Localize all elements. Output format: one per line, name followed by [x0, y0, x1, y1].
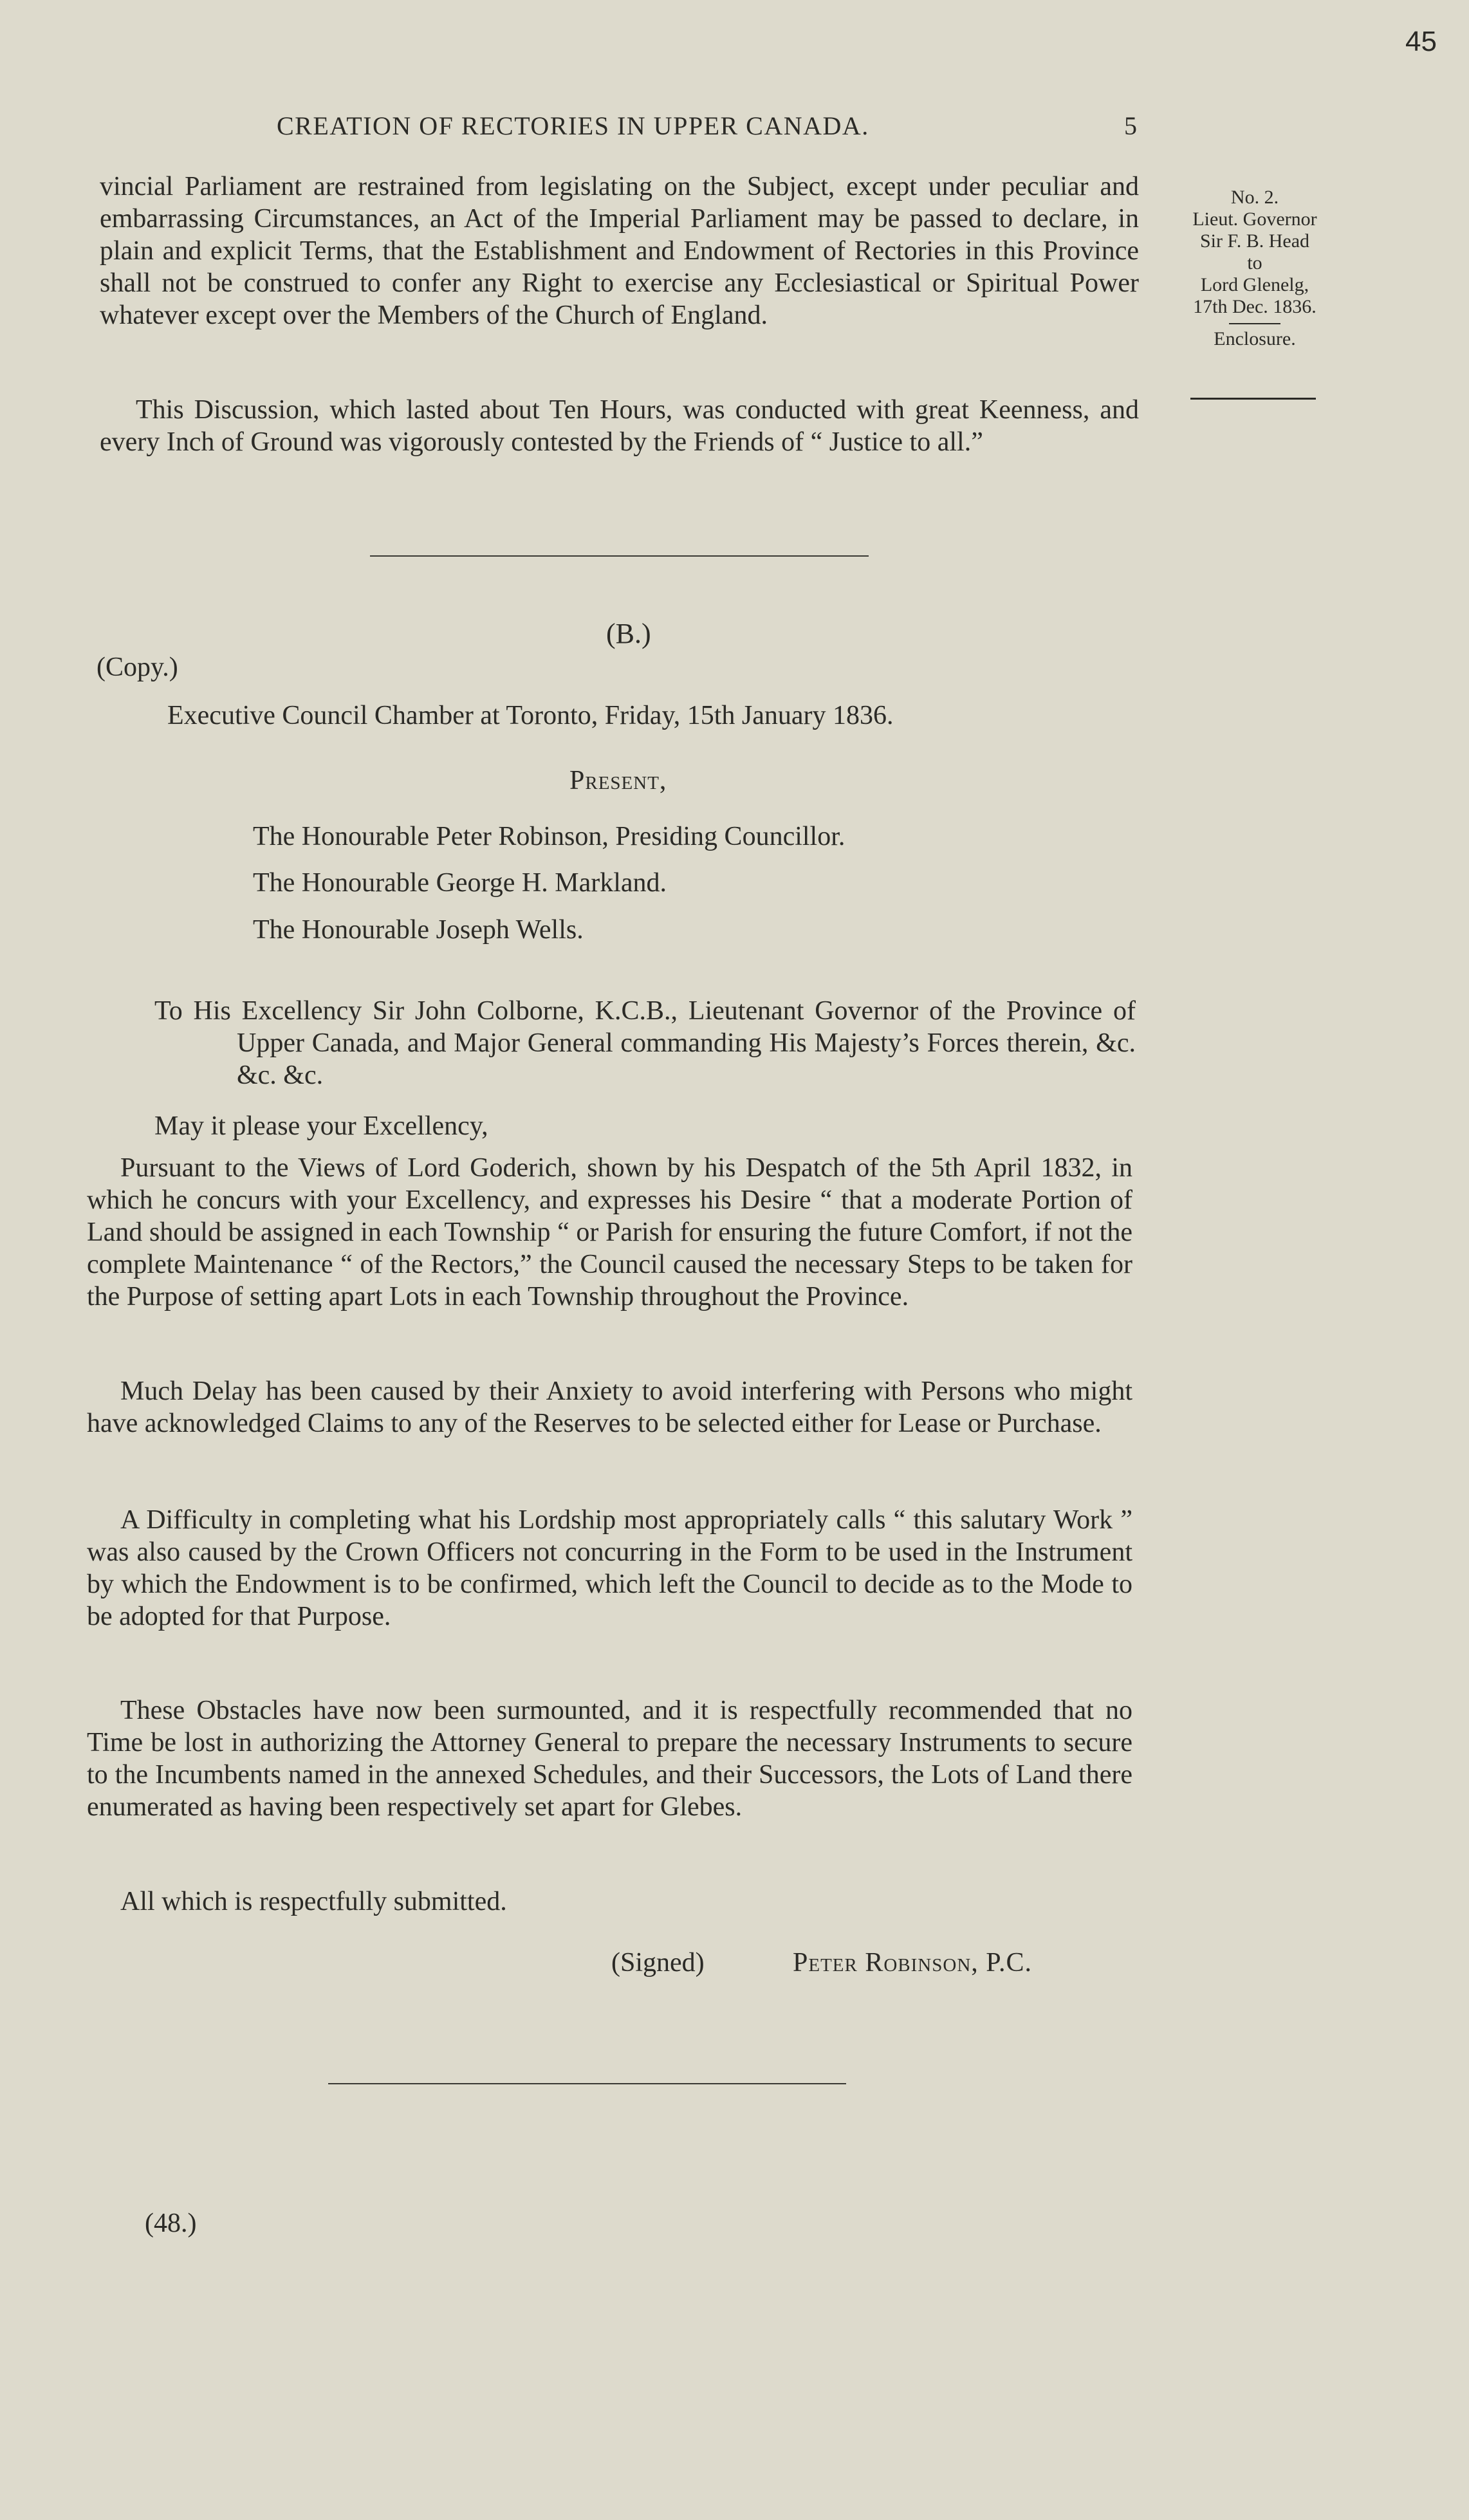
chamber-line: Executive Council Chamber at Toronto, Friday, 15th January 1836. — [167, 701, 894, 730]
council-member: The Honourable Joseph Wells. — [253, 915, 584, 945]
running-head-title: CREATION OF RECTORIES IN UPPER CANADA. — [277, 111, 869, 140]
margin-note-divider — [1229, 323, 1280, 324]
margin-note-number: No. 2. — [1230, 187, 1279, 208]
signed-label: (Signed) — [611, 1948, 705, 1978]
margin-note-line: Sir F. B. Head — [1199, 230, 1310, 252]
body-paragraph: A Difficulty in completing what his Lordship most appropriately calls “ this salutary Work ” was also caused by the Crown Officers not concurring in the Form to be used in the Instrument by which the Endowment is to be confirmed, which left the Council to decide as to the Mode to be adopted for that Purpose. — [87, 1505, 1132, 1631]
margin-note-line: Lord Glenelg, — [1200, 274, 1309, 295]
paragraph-continuation: vincial Parliament are restrained from legislating on the Subject, except under peculiar and embarrassing Circumstances, an Act of the Imperial Parliament may be passed to declare, in plain and explicit Terms, that the Establishment and Endowment of Rectories in this Province shall not be construed to confer any Right to exercise any Ecclesiastical or Spiritual Power whatever except over the Members of the Church of England. — [100, 172, 1139, 330]
page-number-top: 45 — [1405, 26, 1437, 57]
margin-note-line: Lieut. Governor — [1192, 208, 1317, 230]
margin-note — [1161, 187, 1348, 350]
address-block: To His Excellency Sir John Colborne, K.C.B., Lieutenant Governor of the Province of Upper Canada, and Major General commanding His Majesty’s Forces therein, &c. &c. &c. — [154, 996, 1136, 1090]
section-label: (B.) — [606, 618, 651, 649]
section-separator — [370, 555, 869, 557]
salutation: May it please your Excellency, — [154, 1111, 488, 1141]
running-head-page: 5 — [1124, 111, 1137, 140]
bottom-separator — [328, 2083, 846, 2084]
council-member: The Honourable Peter Robinson, Presiding Councillor. — [253, 822, 845, 851]
copy-label: (Copy.) — [97, 653, 178, 682]
footer-code: (48.) — [145, 2209, 197, 2238]
paragraph-discussion: This Discussion, which lasted about Ten Hours, was conducted with great Keenness, and every Inch of Ground was vigorously contested by the Friends of “ Justice to all.” — [100, 395, 1139, 457]
body-paragraph: These Obstacles have now been surmounted, and it is respectfully recommended that no Time be lost in authorizing the Attorney General to prepare the necessary Instruments to secure to the Incumbents named in the annexed Schedules, and their Successors, the Lots of Land there enumerated as having been respectively set apart for Glebes. — [87, 1696, 1132, 1822]
present-heading: Present, — [569, 766, 667, 795]
margin-note-line: to — [1247, 252, 1262, 273]
body-paragraph: Pursuant to the Views of Lord Goderich, shown by his Despatch of the 5th April 1832, in which he concurs with your Excellency, and expresses his Desire “ that a moderate Portion of Land should be assigned in each Township “ or Parish for ensuring the future Comfort, if not the complete Maintenance “ of the Rectors,” the Council caused the necessary Steps to be taken for the Purpose of setting apart Lots in each Township throughout the Province. — [87, 1153, 1132, 1311]
margin-note-line: 17th Dec. 1836. — [1193, 296, 1317, 317]
council-member: The Honourable George H. Markland. — [253, 868, 667, 898]
body-paragraph: Much Delay has been caused by their Anxiety to avoid interfering with Persons who might have acknowledged Claims to any of the Reserves to be selected either for Lease or Purchase. — [87, 1376, 1132, 1438]
margin-note-enclosure: Enclosure. — [1214, 328, 1296, 349]
closing-line: All which is respectfully submitted. — [120, 1887, 507, 1916]
margin-note-rule — [1190, 398, 1316, 400]
signatory-name: Peter Robinson, P.C. — [793, 1948, 1032, 1978]
